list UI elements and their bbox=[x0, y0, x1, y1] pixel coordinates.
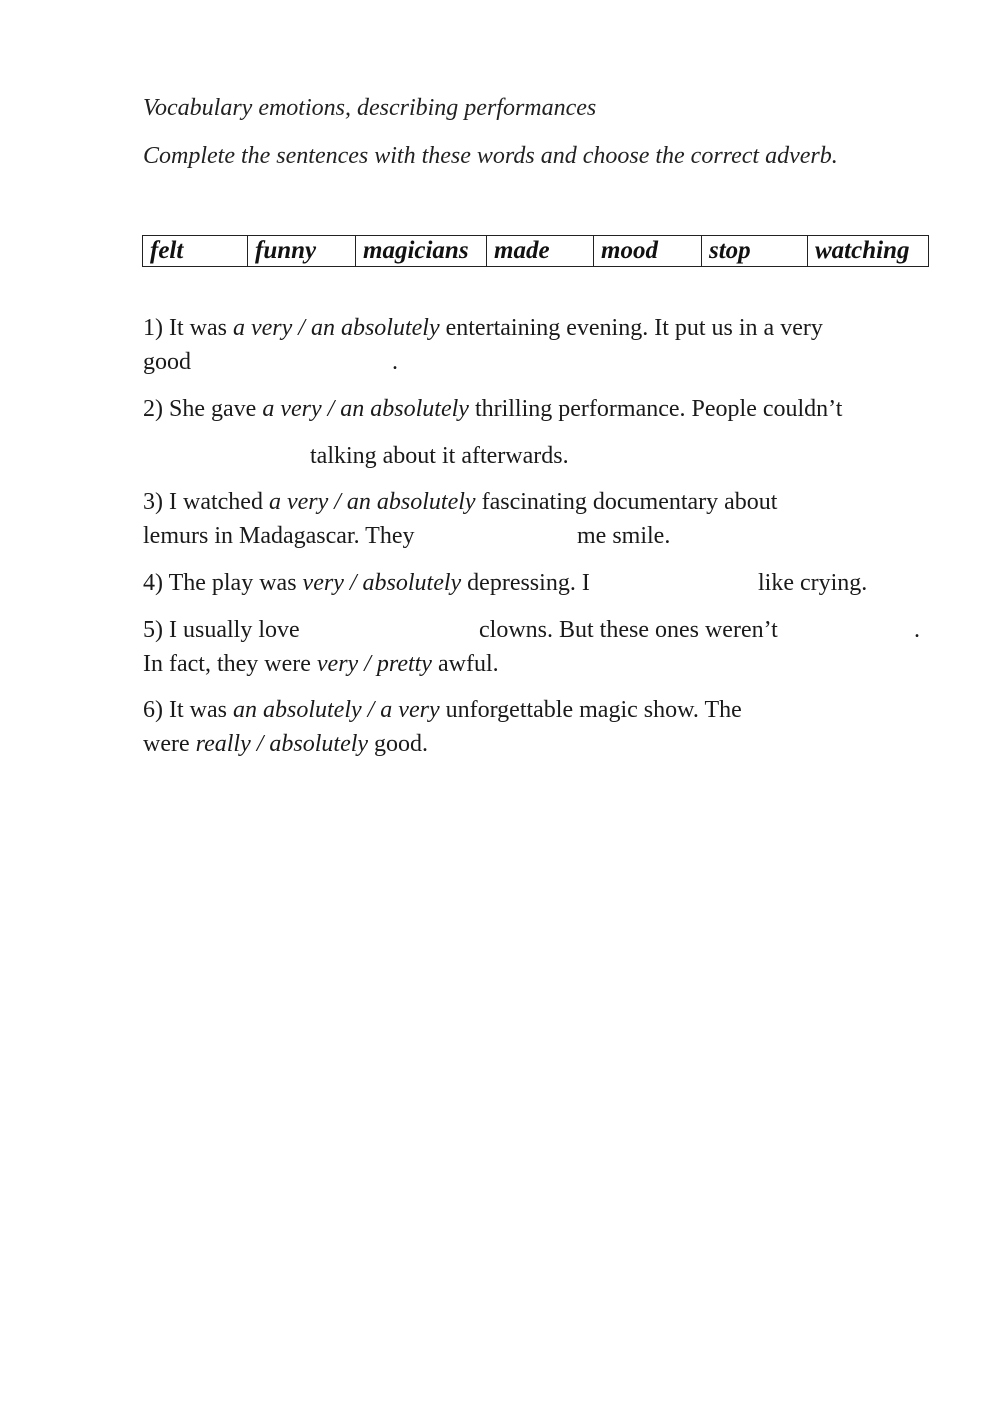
sentence-text: It was bbox=[169, 315, 227, 341]
sentence-5-middle bbox=[479, 617, 778, 644]
sentence-number: 1) bbox=[143, 315, 163, 341]
sentence-text: good bbox=[143, 349, 191, 375]
sentence-number: 6) bbox=[143, 697, 163, 723]
sentence-text: The play was bbox=[168, 570, 297, 596]
answer-blank-5a[interactable] bbox=[322, 617, 472, 645]
sentence-3-line-2 bbox=[143, 523, 414, 550]
worksheet-title: Vocabulary emotions, describing performances bbox=[143, 95, 597, 121]
sentence-text: fascinating documentary about bbox=[481, 489, 778, 515]
sentence-3-end bbox=[577, 523, 670, 550]
answer-blank-3[interactable] bbox=[452, 523, 572, 551]
sentence-text: like crying. bbox=[758, 570, 868, 596]
sentence-text: She gave bbox=[169, 396, 257, 422]
answer-blank-5b[interactable] bbox=[818, 617, 912, 645]
sentence-text: thrilling performance. People couldn’t bbox=[474, 396, 843, 422]
worksheet-instructions: Complete the sentences with these words and choose the correct adverb. bbox=[143, 143, 838, 169]
sentence-text: . bbox=[914, 617, 920, 643]
sentence-text: It was bbox=[169, 697, 227, 723]
sentence-number: 2) bbox=[143, 396, 163, 422]
answer-blank-6[interactable] bbox=[820, 697, 924, 725]
word-bank-item[interactable]: stop bbox=[702, 236, 808, 267]
adverb-choice[interactable]: a very / an absolutely bbox=[262, 396, 469, 422]
sentence-number: 4) bbox=[143, 570, 163, 596]
adverb-choice[interactable]: really / absolutely bbox=[195, 731, 369, 757]
sentence-text: I usually love bbox=[169, 617, 300, 643]
word-bank-item[interactable]: magicians bbox=[356, 236, 487, 267]
sentence-4-end bbox=[758, 570, 867, 597]
sentence-text: me smile. bbox=[577, 523, 671, 549]
sentence-text: depressing. I bbox=[467, 570, 590, 596]
word-bank-item[interactable]: funny bbox=[248, 236, 356, 267]
sentence-text: talking about it afterwards. bbox=[310, 443, 569, 469]
sentence-2-line-2 bbox=[310, 443, 569, 470]
sentence-text: In fact, they were bbox=[143, 651, 311, 677]
sentence-text: were bbox=[143, 731, 190, 757]
answer-blank-1[interactable] bbox=[200, 349, 388, 377]
sentence-1-line-1 bbox=[143, 315, 823, 342]
sentence-text: entertaining evening. It put us in a very bbox=[445, 315, 823, 341]
sentence-4-line-1 bbox=[143, 570, 590, 597]
word-bank-row bbox=[143, 236, 929, 267]
sentence-text: unforgettable magic show. The bbox=[445, 697, 742, 723]
sentence-text: . bbox=[392, 349, 398, 375]
sentence-text: lemurs in Madagascar. They bbox=[143, 523, 415, 549]
adverb-choice[interactable]: very / absolutely bbox=[302, 570, 462, 596]
adverb-choice[interactable]: an absolutely / a very bbox=[232, 697, 440, 723]
sentence-1-line-2 bbox=[143, 349, 191, 376]
word-bank-item[interactable]: mood bbox=[594, 236, 702, 267]
word-bank-item[interactable]: watching bbox=[808, 236, 929, 267]
sentence-5-line-1 bbox=[143, 617, 300, 644]
word-bank-table bbox=[142, 235, 929, 267]
answer-blank-2[interactable] bbox=[143, 443, 303, 471]
sentence-2-line-1 bbox=[143, 396, 842, 423]
sentence-number: 3) bbox=[143, 489, 163, 515]
sentence-6-line-2 bbox=[143, 731, 428, 758]
adverb-choice[interactable]: very / pretty bbox=[316, 651, 432, 677]
sentence-6-line-1 bbox=[143, 697, 742, 724]
adverb-choice[interactable]: a very / an absolutely bbox=[232, 315, 440, 341]
sentence-1-end bbox=[392, 349, 398, 376]
adverb-choice[interactable]: a very / an absolutely bbox=[268, 489, 476, 515]
word-bank-item[interactable]: made bbox=[487, 236, 594, 267]
sentence-text: awful. bbox=[437, 651, 499, 677]
sentence-text: clowns. But these ones weren’t bbox=[479, 617, 778, 643]
sentence-number: 5) bbox=[143, 617, 163, 643]
sentence-3-line-1 bbox=[143, 489, 777, 516]
sentence-5-line-2 bbox=[143, 651, 499, 678]
word-bank-item[interactable]: felt bbox=[143, 236, 248, 267]
sentence-5-end bbox=[914, 617, 920, 644]
sentence-text: good. bbox=[374, 731, 429, 757]
answer-blank-4[interactable] bbox=[648, 570, 752, 598]
sentence-text: I watched bbox=[169, 489, 263, 515]
